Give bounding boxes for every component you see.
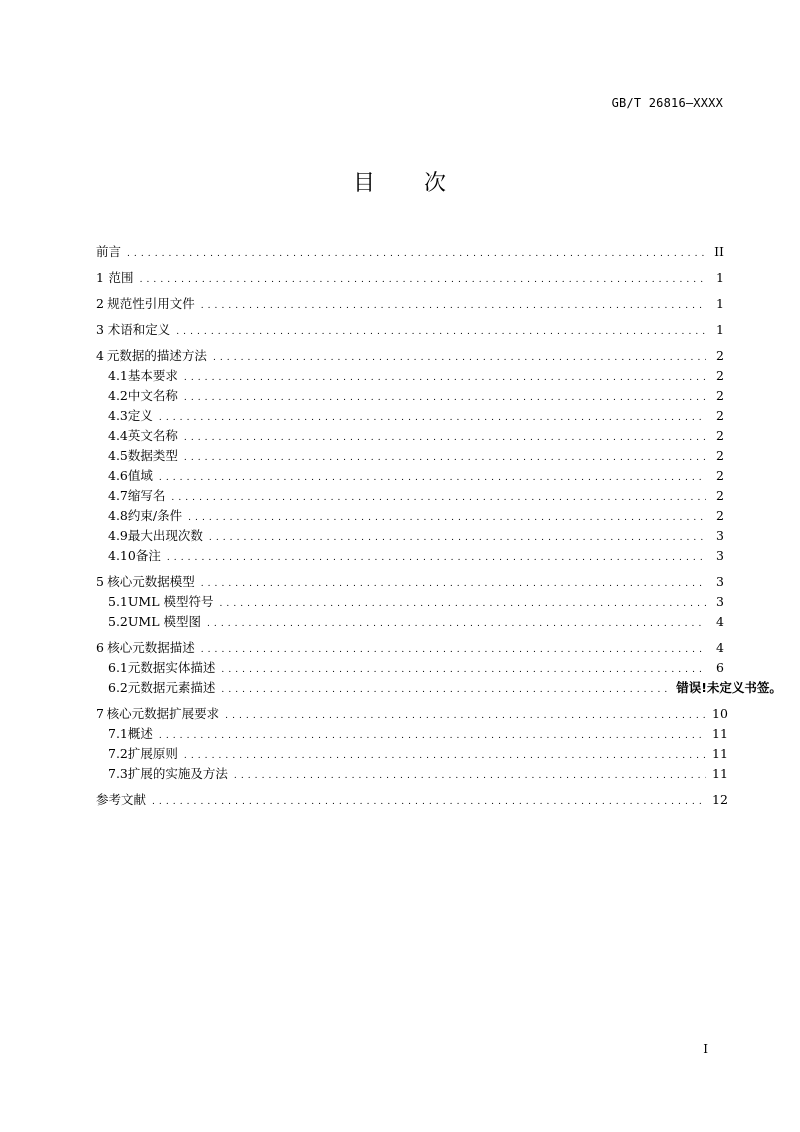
toc-entry[interactable] xyxy=(96,658,724,678)
toc-dot-leader xyxy=(209,528,706,543)
toc-entry[interactable] xyxy=(96,724,728,744)
toc-entry-label: UML 模型图 xyxy=(127,614,201,629)
toc-entry-number: 4.3 xyxy=(108,408,128,423)
title-char-1: 目 xyxy=(352,171,376,196)
toc-entry[interactable] xyxy=(96,294,724,314)
toc-dot-leader xyxy=(140,270,706,285)
toc-entry-number: 4 xyxy=(96,348,104,363)
toc-entry-number: 7 xyxy=(96,706,104,721)
table-of-contents xyxy=(96,242,782,810)
toc-dot-leader xyxy=(127,244,706,259)
toc-entry-number: 4.2 xyxy=(108,388,128,403)
toc-entry-page: 1 xyxy=(716,270,724,285)
toc-dot-leader xyxy=(201,574,706,589)
toc-entry-number: 2 xyxy=(96,296,104,311)
toc-entry-label: 备注 xyxy=(135,548,161,563)
toc-entry-label: 参考文献 xyxy=(96,792,147,807)
toc-dot-leader xyxy=(234,766,706,781)
toc-dot-leader xyxy=(213,348,706,363)
toc-entry-number: 1 xyxy=(96,270,104,285)
toc-entry-label: 核心元数据描述 xyxy=(107,640,195,655)
toc-entry-label: 元数据实体描述 xyxy=(127,660,216,675)
toc-entry-label: 缩写名 xyxy=(127,488,166,503)
toc-entry-number: 6 xyxy=(96,640,104,655)
toc-entry-label: 值域 xyxy=(127,468,153,483)
toc-entry[interactable] xyxy=(96,572,724,592)
toc-dot-leader xyxy=(159,468,706,483)
toc-entry-page: 2 xyxy=(716,488,724,503)
toc-entry[interactable] xyxy=(96,446,724,466)
toc-entry-page: 2 xyxy=(716,388,724,403)
toc-entry[interactable] xyxy=(96,546,724,566)
toc-entry[interactable] xyxy=(96,466,724,486)
toc-entry[interactable] xyxy=(96,506,724,526)
toc-entry-label: 扩展原则 xyxy=(127,746,178,761)
toc-dot-leader xyxy=(201,296,706,311)
toc-entry-number: 4.10 xyxy=(108,548,136,563)
toc-entry-page: 2 xyxy=(716,368,724,383)
toc-entry-label: 定义 xyxy=(127,408,153,423)
toc-entry-number: 5.1 xyxy=(108,594,128,609)
toc-entry-label: 前言 xyxy=(96,244,122,259)
toc-entry-number: 3 xyxy=(96,322,104,337)
toc-entry-number: 5 xyxy=(96,574,104,589)
toc-entry-label: 基本要求 xyxy=(127,368,178,383)
toc-dot-leader xyxy=(225,706,706,721)
toc-entry-page: 2 xyxy=(716,348,724,363)
toc-entry-number: 4.7 xyxy=(108,488,128,503)
toc-entry[interactable] xyxy=(96,346,724,366)
toc-entry-label: 规范性引用文件 xyxy=(107,296,195,311)
toc-entry-label: 最大出现次数 xyxy=(127,528,203,543)
toc-entry-label: 中文名称 xyxy=(127,388,178,403)
toc-dot-leader xyxy=(171,488,706,503)
toc-dot-leader xyxy=(188,508,706,523)
toc-dot-leader xyxy=(184,428,706,443)
toc-entry[interactable] xyxy=(96,486,724,506)
toc-entry-page: II xyxy=(714,244,724,259)
toc-entry[interactable] xyxy=(96,242,724,262)
toc-dot-leader xyxy=(159,726,706,741)
toc-entry-page: 11 xyxy=(712,726,728,741)
toc-entry-label: 范围 xyxy=(108,270,134,285)
toc-entry-number: 4.8 xyxy=(108,508,128,523)
toc-entry-number: 6.1 xyxy=(108,660,128,675)
toc-entry-number: 4.5 xyxy=(108,448,128,463)
toc-entry-page: 6 xyxy=(716,660,724,675)
toc-dot-leader xyxy=(220,594,707,609)
toc-entry[interactable] xyxy=(96,678,782,698)
toc-entry-page: 1 xyxy=(716,322,724,337)
toc-entry-label: 英文名称 xyxy=(127,428,178,443)
toc-entry-label: 元数据的描述方法 xyxy=(106,348,207,363)
toc-entry-number: 7.3 xyxy=(108,766,128,781)
toc-entry-page: 11 xyxy=(712,746,728,761)
toc-entry-number: 7.1 xyxy=(108,726,128,741)
toc-entry-label: 核心元数据模型 xyxy=(107,574,195,589)
footer-page-number: I xyxy=(703,1042,708,1056)
toc-entry[interactable] xyxy=(96,426,724,446)
page-title xyxy=(0,166,800,197)
toc-entry-label: 数据类型 xyxy=(127,448,178,463)
toc-entry-number: 5.2 xyxy=(108,614,128,629)
toc-entry-number: 6.2 xyxy=(108,680,128,695)
toc-entry-number: 4.9 xyxy=(108,528,128,543)
toc-entry-page: 4 xyxy=(716,614,724,629)
toc-entry[interactable] xyxy=(96,366,724,386)
toc-dot-leader xyxy=(221,660,706,675)
toc-entry-page: 4 xyxy=(716,640,724,655)
toc-entry[interactable] xyxy=(96,790,728,810)
toc-entry[interactable] xyxy=(96,704,728,724)
toc-entry-number: 4.1 xyxy=(108,368,128,383)
toc-dot-leader xyxy=(221,680,670,695)
toc-entry-page: 错误!未定义书签。 xyxy=(676,680,782,695)
toc-dot-leader xyxy=(184,388,706,403)
toc-entry[interactable] xyxy=(96,526,724,546)
toc-entry-page: 3 xyxy=(716,574,724,589)
toc-entry[interactable] xyxy=(96,638,724,658)
toc-entry-number: 4.4 xyxy=(108,428,128,443)
toc-entry[interactable] xyxy=(96,744,728,764)
toc-dot-leader xyxy=(176,322,706,337)
toc-entry[interactable] xyxy=(96,320,724,340)
toc-entry[interactable] xyxy=(96,764,728,784)
toc-entry-label: 概述 xyxy=(127,726,153,741)
toc-entry-page: 2 xyxy=(716,468,724,483)
toc-entry-label: 约束/条件 xyxy=(127,508,183,523)
toc-entry[interactable] xyxy=(96,268,724,288)
toc-entry-page: 3 xyxy=(716,528,724,543)
toc-entry-label: UML 模型符号 xyxy=(127,594,214,609)
toc-dot-leader xyxy=(184,368,706,383)
toc-entry-page: 3 xyxy=(716,594,724,609)
toc-entry-number: 4.6 xyxy=(108,468,128,483)
document-code: GB/T 26816—XXXX xyxy=(611,96,723,110)
toc-entry-page: 11 xyxy=(712,766,728,781)
toc-entry[interactable] xyxy=(96,406,724,426)
toc-entry-page: 1 xyxy=(716,296,724,311)
toc-entry-page: 2 xyxy=(716,448,724,463)
toc-entry-number: 7.2 xyxy=(108,746,128,761)
toc-dot-leader xyxy=(159,408,706,423)
toc-entry[interactable] xyxy=(96,612,724,632)
toc-entry-page: 3 xyxy=(716,548,724,563)
toc-entry-page: 10 xyxy=(712,706,728,721)
toc-entry-page: 12 xyxy=(712,792,728,807)
toc-entry[interactable] xyxy=(96,592,724,612)
toc-entry-page: 2 xyxy=(716,428,724,443)
toc-dot-leader xyxy=(184,746,706,761)
toc-entry[interactable] xyxy=(96,386,724,406)
toc-entry-page: 2 xyxy=(716,408,724,423)
toc-entry-page: 2 xyxy=(716,508,724,523)
toc-entry-label: 扩展的实施及方法 xyxy=(127,766,228,781)
toc-dot-leader xyxy=(167,548,706,563)
toc-entry-label: 术语和定义 xyxy=(107,322,171,337)
toc-dot-leader xyxy=(184,448,706,463)
toc-entry-label: 元数据元素描述 xyxy=(127,680,216,695)
toc-dot-leader xyxy=(152,792,706,807)
toc-entry-label: 核心元数据扩展要求 xyxy=(106,706,220,721)
title-char-2: 次 xyxy=(424,171,448,196)
toc-dot-leader xyxy=(201,640,706,655)
toc-dot-leader xyxy=(207,614,706,629)
